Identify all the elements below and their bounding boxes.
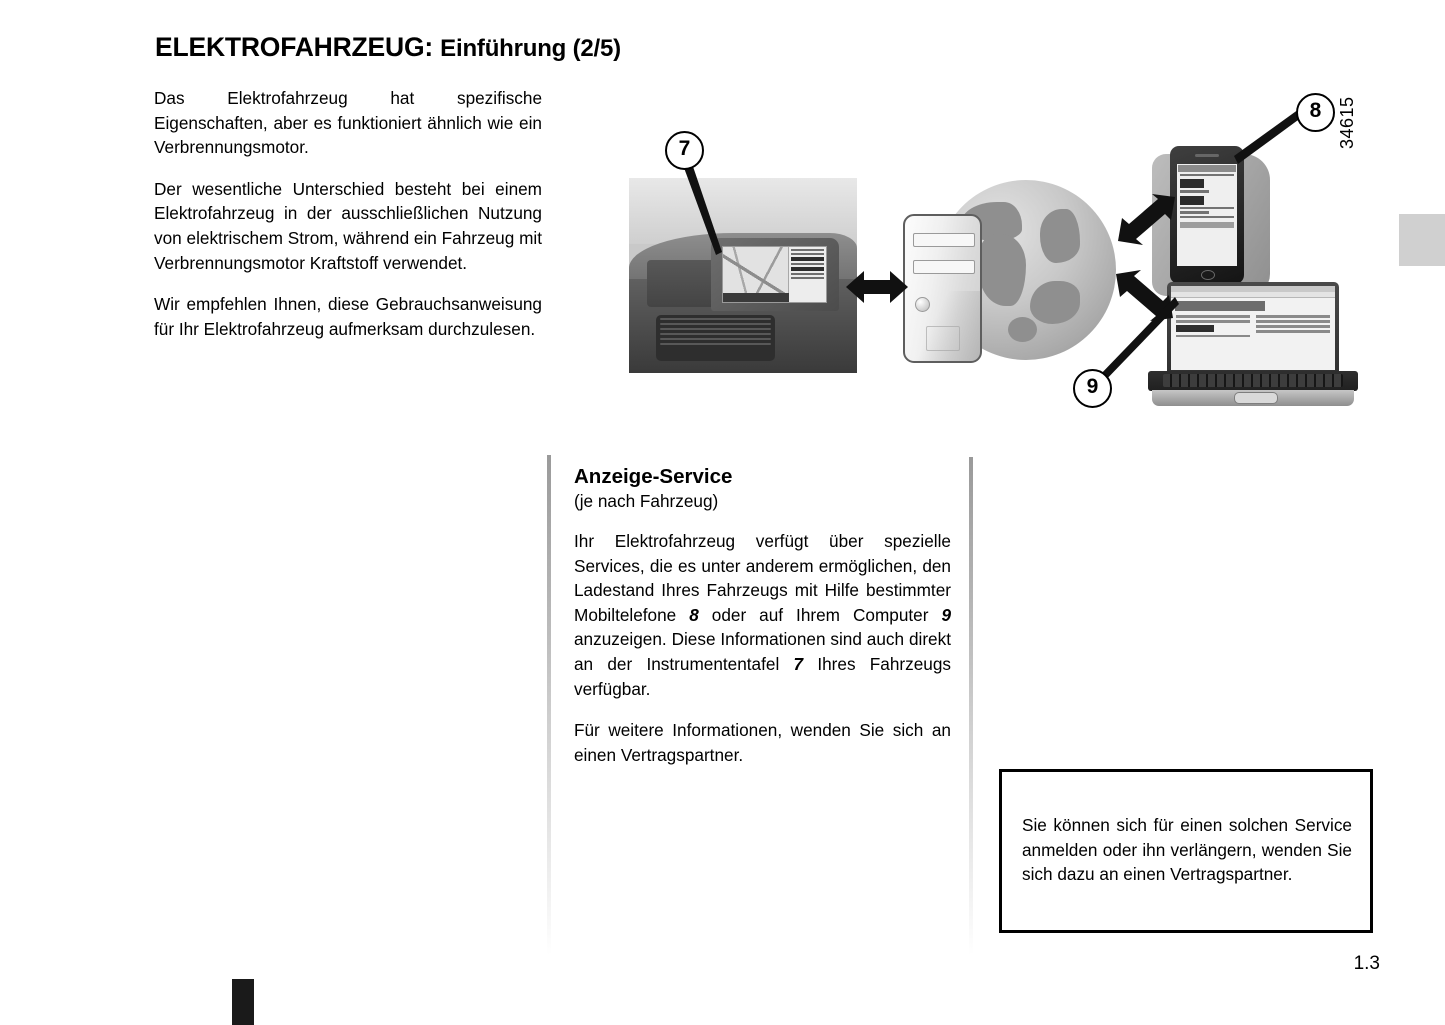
left-text-column [154,86,542,341]
inline-ref-9: 9 [941,604,951,625]
phone-text-line [1180,216,1235,219]
server-drive-bay [913,260,975,274]
phone-charge-value [1180,196,1204,205]
laptop-touchpad [1234,392,1278,404]
page-number: 1.3 [1353,953,1380,974]
column-separator-left [547,455,551,955]
server-drive-bay [913,233,975,247]
phone-text-line [1180,211,1209,214]
web-page-brand [1175,301,1265,311]
side-chapter-tab [1399,214,1445,266]
laptop-lid [1167,282,1339,374]
note-box-text: Sie können sich für einen solchen Service anmelden oder ihn verlängern, wenden Sie sich dazu an einen Vertragspartner. [1022,815,1352,885]
phone-speaker [1195,154,1219,157]
page-title-sub: Einführung (2/5) [440,35,621,62]
mid-text-4: Ihres Fahrzeugs verfügbar. [574,653,951,699]
inline-ref-7: 7 [793,653,804,674]
column-separator-right [969,457,973,955]
globe-landmass [1008,317,1037,342]
phone-charge-value [1180,179,1204,188]
callout-marker-9: 9 [1073,369,1112,408]
bottom-chapter-tab [232,979,254,1025]
middle-text-column [574,464,951,767]
phone-text-line [1180,207,1235,210]
callout-marker-7: 7 [665,131,704,170]
bidirectional-arrow-server-phone [1114,193,1176,245]
note-box [999,769,1373,933]
mid-text-2: oder auf Ihrem Computer [698,604,942,625]
air-vent [656,315,775,362]
web-page-content-row [1176,315,1330,340]
phone-action-button [1180,222,1235,228]
phone-text-line [1180,174,1235,177]
mid-text-1: Ihr Elektrofahrzeug verfügt über spezielle Services, die es unter anderem ermöglichen, den Ladestand Ihres Fahrzeugs mit Hilfe bestimmter Mobiltelefone [574,531,951,625]
server-shading [905,291,980,361]
phone-home-button [1201,270,1215,280]
middle-paragraph-1 [574,529,951,701]
web-page-cell [1176,315,1250,340]
mid-text-3: anzuzeigen. Diese Informationen sind auch direkt an der Instrumententafel [574,629,951,674]
laptop-screen [1171,286,1335,370]
globe-landmass [1040,209,1080,263]
section-heading: Anzeige-Service [574,465,733,488]
section-subheading: (je nach Fahrzeug) [574,491,719,511]
callout-marker-8: 8 [1296,93,1335,132]
left-paragraph-2: Der wesentliche Unterschied besteht bei einem Elektrofahrzeug in der ausschließlichen Nutzung von elektrischem Strom, während ein Fahrzeug mit Verbrennungsmotor Kraftstoff verwendet. [154,178,542,273]
page-title [155,32,621,63]
globe-landmass [1030,281,1080,324]
browser-address-bar [1171,292,1335,298]
left-paragraph-3: Wir empfehlen Ihnen, diese Gebrauchsanweisung für Ihr Elektrofahrzeug aufmerksam durchzulesen. [154,294,542,339]
phone-text-line [1180,190,1209,193]
web-page-cell [1256,315,1330,340]
navigation-info-panel [788,247,826,302]
page-title-main: ELEKTROFAHRZEUG: [155,32,433,62]
left-paragraph-1: Das Elektrofahrzeug hat spezifische Eigenschaften, aber es funktioniert ähnlich wie ein Verbrennungsmotor. [154,88,542,158]
globe-landmass [979,234,1026,306]
phone-app-header [1178,165,1237,172]
server-computer-icon [903,214,982,363]
phone-screen [1177,164,1238,266]
inline-ref-8: 8 [689,604,699,625]
navigation-status-bar [723,293,789,302]
middle-paragraph-2: Für weitere Informationen, wenden Sie sich an einen Vertragspartner. [574,720,951,765]
figure-reference-number: 34615 [1337,96,1357,150]
laptop-keyboard [1163,374,1344,388]
bidirectional-arrow-dashboard-server [846,267,908,307]
